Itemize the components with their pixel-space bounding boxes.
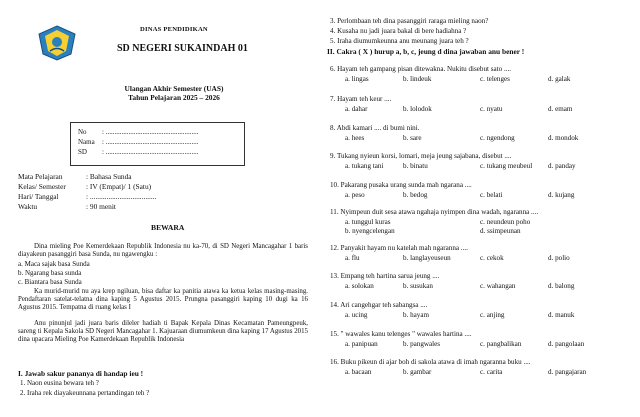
answer-option[interactable]: d. pangolaan	[548, 340, 585, 348]
question-stem: 11. Nyimpeun duit sesa atawa ngahaja nyimpen dina wadah, ngaranna ....	[330, 208, 539, 216]
answer-option[interactable]: a. peso	[345, 191, 365, 199]
answer-option[interactable]: c. telenges	[480, 75, 510, 83]
answer-option[interactable]: d. mondok	[548, 134, 579, 142]
answer-option[interactable]: c. neundeun poho	[480, 218, 531, 226]
answer-option[interactable]: b. lolodok	[403, 105, 432, 113]
question-stem: 7. Hayam teh keur ....	[330, 95, 392, 103]
answer-option[interactable]: d. emam	[548, 105, 573, 113]
bewara-item: a. Maca sajak basa Sunda	[18, 260, 90, 268]
essay-question: 5. Iraha diumumkeunna anu meunang juara teh ?	[330, 37, 469, 45]
answer-option[interactable]: d. galak	[548, 75, 571, 83]
answer-option[interactable]: a. ucing	[345, 311, 368, 319]
answer-option[interactable]: a. lingas	[345, 75, 369, 83]
answer-option[interactable]: d. kujang	[548, 191, 575, 199]
answer-option[interactable]: b. gambar	[403, 368, 432, 376]
answer-option[interactable]: a. bacaan	[345, 368, 372, 376]
bewara-item: b. Ngarang basa sunda	[18, 269, 82, 277]
bewara-title: BEWARA	[151, 223, 185, 232]
essay-question: 3. Perlombaan teh dina pasanggiri raraga mieling naon?	[330, 17, 489, 25]
answer-option[interactable]: a. panipuan	[345, 340, 378, 348]
essay-question: 2. Iraha rek diayakeunnana pertandingan teh ?	[20, 389, 150, 397]
question-stem: 14. Ari cangehgar teh sabangsa ....	[330, 301, 428, 309]
question-stem: 13. Empang teh hartina sarua jeung ....	[330, 272, 440, 280]
answer-option[interactable]: b. binatu	[403, 162, 428, 170]
answer-option[interactable]: a. hees	[345, 134, 365, 142]
answer-option[interactable]: b. langlayeuseun	[403, 254, 451, 262]
answer-option[interactable]: c. nyatu	[480, 105, 503, 113]
answer-option[interactable]: d. polio	[548, 254, 570, 262]
answer-option[interactable]: c. pangbalikan	[480, 340, 522, 348]
answer-option[interactable]: a. solokan	[345, 282, 374, 290]
student-id-box	[70, 122, 245, 166]
answer-option[interactable]: c. ngendong	[480, 134, 515, 142]
question-stem: 16. Buku pikeun di ajar boh di sakola atawa di imah ngaranna buku ....	[330, 358, 531, 366]
bewara-paragraph: Anu pinunjul jadi juara baris dileler hadiah ti Bapak Kepala Dinas Kecamatan Pameungpeuk, sareng ti Kepala Sakola SD Negeri Mancagahar 1. Kajuaraan diumumkeun dina kaping 17 Agustus 2015 dina upacara Mieling Poe Kamerdekaan Republik Indonesia	[18, 320, 308, 344]
bewara-item: c. Biantara basa Sunda	[18, 278, 82, 286]
info-row: Kelas/ Semester : IV (Empat)/ 1 (Satu)	[18, 182, 152, 191]
school-name: SD NEGERI SUKAINDAH 01	[117, 43, 248, 54]
question-stem: 12. Panyakit hayam nu katelah mah ngaranna ....	[330, 244, 468, 252]
left-column	[0, 0, 315, 417]
question-stem: 8. Abdi kamari .... di bumi nini.	[330, 124, 420, 132]
answer-option[interactable]: b. lindeuk	[403, 75, 432, 83]
id-row-no: No : .....................................................	[78, 128, 199, 136]
answer-option[interactable]: c. belati	[480, 191, 503, 199]
answer-option[interactable]: d. balong	[548, 282, 575, 290]
answer-option[interactable]: d. ssimpeunan	[480, 227, 521, 235]
question-stem: 6. Hayam teh gampang pisan ditewakna. Nukitu disebut sato ....	[330, 65, 512, 73]
exam-title: Ulangan Akhir Semester (UAS) Tahun Pelajaran 2025 – 2026	[124, 84, 224, 102]
answer-option[interactable]: a. dahar	[345, 105, 368, 113]
essay-question: 1. Naon eusina bewara teh ?	[20, 379, 99, 387]
answer-option[interactable]: a. tukang tani	[345, 162, 384, 170]
answer-option[interactable]: c. tukang meubeul	[480, 162, 533, 170]
info-row: Mata Pelajaran : Bahasa Sunda	[18, 172, 132, 181]
answer-option[interactable]: c. carita	[480, 368, 503, 376]
section-2-title: II. Cakra ( X ) hurup a, b, c, jeung d dina jawaban anu bener !	[327, 47, 525, 56]
id-row-nama: Nama : .....................................................	[78, 138, 199, 146]
info-row: Waktu : 90 menit	[18, 202, 116, 211]
agency-name: DINAS PENDIDIKAN	[140, 26, 208, 33]
answer-option[interactable]: b. nyengcelengan	[345, 227, 395, 235]
answer-option[interactable]: d. panday	[548, 162, 576, 170]
id-row-sd: SD : .....................................................	[78, 148, 199, 156]
answer-option[interactable]: d. pangajaran	[548, 368, 587, 376]
answer-option[interactable]: c. anjing	[480, 311, 505, 319]
bewara-paragraph: Dina mieling Poe Kemerdekaan Republik Indonesia nu ka-70, di SD Negeri Mancagahar 1 baris diayakeun pasanggiri basa Sunda, nu ngawengku :	[18, 243, 308, 259]
answer-option[interactable]: b. pangwales	[403, 340, 441, 348]
answer-option[interactable]: b. hayam	[403, 311, 430, 319]
section-1-title: I. Jawab sakur pananya di handap ieu !	[18, 369, 144, 378]
answer-option[interactable]: a. tunggul kuras	[345, 218, 391, 226]
answer-option[interactable]: b. bedog	[403, 191, 428, 199]
bewara-paragraph: Ka murid-murid nu aya krep ngiluan, bisa daftar ka panitia atawa ka ketua kelas masing-masing. Pendaftaran satelat-telatna dina kaping 5 Agustus 2015. Prungna pasanggiri kaping 10 dugi ka 16 Agustus 2015. Tempatna di ruang kelas I	[18, 288, 308, 312]
answer-option[interactable]: b. sare	[403, 134, 422, 142]
answer-option[interactable]: c. cekok	[480, 254, 504, 262]
answer-option[interactable]: d. manuk	[548, 311, 575, 319]
answer-option[interactable]: a. flu	[345, 254, 360, 262]
tut-wuri-handayani-logo-icon	[35, 24, 79, 62]
answer-option[interactable]: b. susukan	[403, 282, 433, 290]
question-stem: 10. Pakarang pusaka urang sunda mah ngarana ....	[330, 181, 472, 189]
info-row: Hari/ Tanggal : ....................................	[18, 192, 157, 201]
question-stem: 15. " wawales kanu telenges " wawales hartina ....	[330, 330, 472, 338]
question-stem: 9. Tukang nyieun korsi, lomari, meja jeung sajabana, disebut ....	[330, 152, 512, 160]
essay-question: 4. Kusaha nu jadi juara bakal di bere hadiahna ?	[330, 27, 467, 35]
answer-option[interactable]: c. wahangan	[480, 282, 516, 290]
right-column	[323, 0, 640, 417]
